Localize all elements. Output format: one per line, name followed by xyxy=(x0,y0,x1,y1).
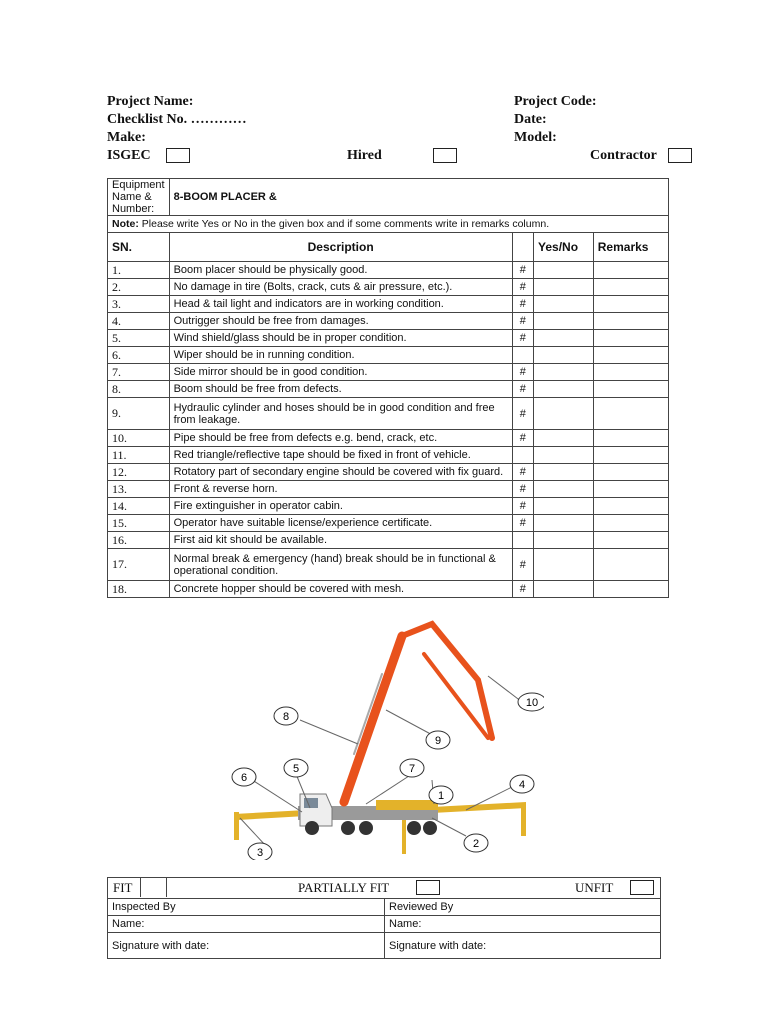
table-row xyxy=(108,498,669,515)
fitness-table xyxy=(107,877,661,959)
reviewer-name-field[interactable]: Name: xyxy=(385,916,661,933)
remarks-header: Remarks xyxy=(593,233,668,262)
table-row xyxy=(108,464,669,481)
row-yes-no-field[interactable] xyxy=(534,262,594,279)
row-remarks-field[interactable] xyxy=(593,464,668,481)
row-description: Boom placer should be physically good. xyxy=(169,262,512,279)
callout-label: 1 xyxy=(437,790,445,802)
row-sn: 2. xyxy=(108,279,170,296)
fit-checkbox[interactable] xyxy=(140,878,167,897)
project-code-label: Project Code: xyxy=(514,94,597,109)
callout-2 xyxy=(464,834,488,852)
inspected-row xyxy=(108,899,661,916)
row-description: Boom should be free from defects. xyxy=(169,381,512,398)
description-header: Description xyxy=(169,233,512,262)
row-remarks-field[interactable] xyxy=(593,549,668,581)
table-row xyxy=(108,581,669,598)
row-yes-no-field[interactable] xyxy=(534,549,594,581)
row-description: Fire extinguisher in operator cabin. xyxy=(169,498,512,515)
callout-9 xyxy=(426,731,450,749)
column-header-row xyxy=(108,233,669,262)
row-sn: 5. xyxy=(108,330,170,347)
isgec-checkbox[interactable] xyxy=(166,148,190,163)
row-yes-no-field[interactable] xyxy=(534,364,594,381)
row-description: No damage in tire (Bolts, crack, cuts & air pressure, etc.). xyxy=(169,279,512,296)
row-sn: 1. xyxy=(108,262,170,279)
contractor-option xyxy=(590,148,692,164)
table-row xyxy=(108,430,669,447)
row-yes-no-field[interactable] xyxy=(534,532,594,549)
row-remarks-field[interactable] xyxy=(593,447,668,464)
table-row xyxy=(108,262,669,279)
note-label: Note: xyxy=(112,218,139,230)
row-remarks-field[interactable] xyxy=(593,296,668,313)
isgec-option xyxy=(107,148,190,164)
isgec-label: ISGEC xyxy=(107,148,151,163)
callout-markers xyxy=(232,693,544,860)
row-sn: 6. xyxy=(108,347,170,364)
table-row xyxy=(108,515,669,532)
fitness-options xyxy=(108,878,661,899)
row-sn: 4. xyxy=(108,313,170,330)
row-sn: 10. xyxy=(108,430,170,447)
callout-label: 4 xyxy=(518,779,526,791)
row-sn: 13. xyxy=(108,481,170,498)
row-remarks-field[interactable] xyxy=(593,581,668,598)
row-yes-no-field[interactable] xyxy=(534,398,594,430)
row-remarks-field[interactable] xyxy=(593,481,668,498)
row-mark xyxy=(512,532,533,549)
row-mark: # xyxy=(512,330,533,347)
row-mark: # xyxy=(512,515,533,532)
row-description: Head & tail light and indicators are in working condition. xyxy=(169,296,512,313)
row-description: Wind shield/glass should be in proper condition. xyxy=(169,330,512,347)
row-description: Rotatory part of secondary engine should be covered with fix guard. xyxy=(169,464,512,481)
row-remarks-field[interactable] xyxy=(593,347,668,364)
partially-fit-checkbox[interactable] xyxy=(416,880,440,895)
table-row xyxy=(108,398,669,430)
contractor-checkbox[interactable] xyxy=(668,148,692,163)
contractor-label: Contractor xyxy=(590,148,657,163)
model-label: Model: xyxy=(514,130,557,145)
row-remarks-field[interactable] xyxy=(593,364,668,381)
table-row xyxy=(108,481,669,498)
callout-5 xyxy=(284,759,308,777)
row-sn: 7. xyxy=(108,364,170,381)
row-yes-no-field[interactable] xyxy=(534,498,594,515)
checklist-rows xyxy=(108,262,669,598)
row-description: Outrigger should be free from damages. xyxy=(169,313,512,330)
row-remarks-field[interactable] xyxy=(593,532,668,549)
fit-label: FIT xyxy=(113,880,133,895)
callout-4 xyxy=(510,775,534,793)
sn-header: SN. xyxy=(108,233,170,262)
callout-6 xyxy=(232,768,256,786)
row-description: Red triangle/reflective tape should be fixed in front of vehicle. xyxy=(169,447,512,464)
row-description: Hydraulic cylinder and hoses should be in good condition and free from leakage. xyxy=(169,398,512,430)
row-description: First aid kit should be available. xyxy=(169,532,512,549)
row-yes-no-field[interactable] xyxy=(534,347,594,364)
row-description: Side mirror should be in good condition. xyxy=(169,364,512,381)
hired-option xyxy=(347,148,457,164)
row-yes-no-field[interactable] xyxy=(534,515,594,532)
equipment-label: Equipment Name & Number: xyxy=(112,179,165,215)
inspector-name-field[interactable]: Name: xyxy=(108,916,385,933)
mark-header xyxy=(512,233,533,262)
callout-10 xyxy=(518,693,544,711)
callout-label: 9 xyxy=(434,735,442,747)
reviewed-by-label: Reviewed By xyxy=(385,899,661,916)
row-description: Operator have suitable license/experience certificate. xyxy=(169,515,512,532)
hired-checkbox[interactable] xyxy=(433,148,457,163)
row-yes-no-field[interactable] xyxy=(534,464,594,481)
table-row xyxy=(108,279,669,296)
callout-3 xyxy=(248,843,272,860)
project-name-label: Project Name: xyxy=(107,94,194,109)
table-row xyxy=(108,532,669,549)
row-remarks-field[interactable] xyxy=(593,262,668,279)
unfit-checkbox[interactable] xyxy=(630,880,654,895)
row-mark xyxy=(512,347,533,364)
row-sn: 8. xyxy=(108,381,170,398)
row-sn: 15. xyxy=(108,515,170,532)
callout-7 xyxy=(400,759,424,777)
callout-1 xyxy=(429,786,453,804)
table-row xyxy=(108,296,669,313)
table-row xyxy=(108,330,669,347)
row-mark: # xyxy=(512,296,533,313)
note-text: Please write Yes or No in the given box and if some comments write in remarks column. xyxy=(141,218,550,230)
equipment-label-cell xyxy=(108,179,170,216)
row-mark: # xyxy=(512,313,533,330)
row-sn: 12. xyxy=(108,464,170,481)
row-mark: # xyxy=(512,581,533,598)
row-description: Normal break & emergency (hand) break should be in functional & operational condition. xyxy=(169,549,512,581)
row-description: Front & reverse horn. xyxy=(169,481,512,498)
inspector-signature-field[interactable]: Signature with date: xyxy=(108,933,385,959)
fitness-row xyxy=(108,878,661,899)
signature-row xyxy=(108,933,661,959)
callout-label: 5 xyxy=(292,763,300,775)
row-yes-no-field[interactable] xyxy=(534,330,594,347)
name-row xyxy=(108,916,661,933)
callout-label: 8 xyxy=(282,711,290,723)
row-description: Pipe should be free from defects e.g. bend, crack, etc. xyxy=(169,430,512,447)
row-sn: 9. xyxy=(108,398,170,430)
row-yes-no-field[interactable] xyxy=(534,313,594,330)
yes-no-header: Yes/No xyxy=(534,233,594,262)
row-yes-no-field[interactable] xyxy=(534,430,594,447)
row-sn: 16. xyxy=(108,532,170,549)
row-remarks-field[interactable] xyxy=(593,430,668,447)
row-sn: 17. xyxy=(108,549,170,581)
truck-body xyxy=(298,794,438,835)
table-row xyxy=(108,313,669,330)
unfit-label: UNFIT xyxy=(575,880,614,895)
make-label: Make: xyxy=(107,130,146,145)
date-label: Date: xyxy=(514,112,547,127)
row-sn: 3. xyxy=(108,296,170,313)
row-mark: # xyxy=(512,498,533,515)
row-yes-no-field[interactable] xyxy=(534,581,594,598)
row-remarks-field[interactable] xyxy=(593,279,668,296)
table-row xyxy=(108,549,669,581)
table-row xyxy=(108,364,669,381)
partially-fit-label: PARTIALLY FIT xyxy=(298,880,390,895)
row-mark: # xyxy=(512,279,533,296)
row-yes-no-field[interactable] xyxy=(534,481,594,498)
callout-label: 10 xyxy=(525,697,539,709)
table-row xyxy=(108,347,669,364)
row-remarks-field[interactable] xyxy=(593,498,668,515)
boom-placer-illustration xyxy=(226,614,544,860)
row-sn: 14. xyxy=(108,498,170,515)
row-mark: # xyxy=(512,481,533,498)
row-mark xyxy=(512,447,533,464)
table-row xyxy=(108,447,669,464)
table-row xyxy=(108,381,669,398)
row-description: Wiper should be in running condition. xyxy=(169,347,512,364)
checklist-no-label: Checklist No. ………… xyxy=(107,112,247,127)
row-yes-no-field[interactable] xyxy=(534,279,594,296)
callout-label: 2 xyxy=(472,838,480,850)
row-mark: # xyxy=(512,398,533,430)
row-remarks-field[interactable] xyxy=(593,381,668,398)
row-remarks-field[interactable] xyxy=(593,398,668,430)
row-mark: # xyxy=(512,262,533,279)
row-mark: # xyxy=(512,549,533,581)
row-sn: 11. xyxy=(108,447,170,464)
row-yes-no-field[interactable] xyxy=(534,381,594,398)
reviewer-signature-field[interactable]: Signature with date: xyxy=(385,933,661,959)
row-sn: 18. xyxy=(108,581,170,598)
callout-label: 7 xyxy=(408,763,416,775)
row-remarks-field[interactable] xyxy=(593,515,668,532)
note-row xyxy=(108,216,669,233)
row-remarks-field[interactable] xyxy=(593,313,668,330)
row-yes-no-field[interactable] xyxy=(534,296,594,313)
equipment-value: 8-BOOM PLACER & xyxy=(173,191,277,203)
row-mark: # xyxy=(512,464,533,481)
row-mark: # xyxy=(512,364,533,381)
row-mark: # xyxy=(512,381,533,398)
callout-label: 6 xyxy=(240,772,248,784)
callout-label: 3 xyxy=(256,847,264,859)
row-mark: # xyxy=(512,430,533,447)
hired-label: Hired xyxy=(347,148,382,163)
callout-8 xyxy=(274,707,298,725)
row-remarks-field[interactable] xyxy=(593,330,668,347)
equipment-row xyxy=(108,179,669,216)
checklist-table xyxy=(107,178,669,598)
inspected-by-label: Inspected By xyxy=(108,899,385,916)
equipment-value-cell[interactable] xyxy=(169,179,668,216)
boom-placer-figure xyxy=(226,614,544,860)
row-description: Concrete hopper should be covered with mesh. xyxy=(169,581,512,598)
note-cell xyxy=(108,216,669,233)
row-yes-no-field[interactable] xyxy=(534,447,594,464)
